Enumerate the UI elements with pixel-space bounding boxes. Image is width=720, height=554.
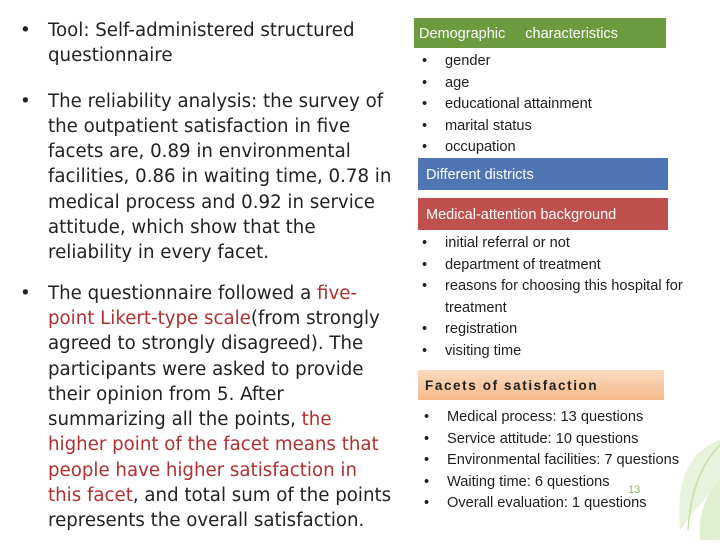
medical-list [422,233,702,363]
highlight-likert: five-point Likert-type scale [48,282,358,329]
list-item: • visiting time [422,342,522,359]
text-run: The questionnaire followed a [48,282,318,304]
list-item-text: visiting time [445,342,522,359]
text-run: (from strongly agreed to strongly disagreed). The participants were asked to provide their opinion from 5. After summarizing all the points, [48,307,380,431]
left-bullet-reliability [20,89,392,266]
text-run: , and total sum of the points represents the overall satisfaction. [48,485,392,532]
bullet-dot: • [20,90,31,112]
list-item: • age [422,74,470,91]
list-item-text: age [445,74,470,91]
list-item-text: educational attainment [445,96,592,113]
list-item: • Environmental facilities: 7 questions [424,452,679,469]
left-bullet-likert [20,281,392,534]
bullet-dot: • [20,20,31,41]
bullet-text: Tool: Self-administered structured questionnaire [48,20,355,67]
list-item: • reasons for choosing this hospital for treatment [422,278,683,316]
list-item-text: initial referral or not [445,235,570,251]
demographic-header [414,18,666,48]
bullet-dot: • [20,282,31,304]
list-item: • Medical process: 13 questions [424,409,644,425]
demographic-list [422,51,642,159]
list-item: • registration [422,321,518,338]
list-item: • Overall evaluation: 1 questions [424,495,647,512]
list-item-text: Medical process: 13 questions [447,409,644,425]
list-item-text: marital status [445,117,532,134]
list-item-text: Waiting time: 6 questions [447,473,610,490]
page-number: 13 [628,484,641,496]
left-bullet-tool [20,18,392,69]
list-item-text: occupation [445,139,516,156]
list-item: • department of treatment [422,256,601,273]
list-item-text: gender [445,53,491,69]
demographic-title-a: Demographic [419,26,506,42]
medical-header: Medical-attention background [418,198,668,230]
demographic-title-b: characteristics [525,26,618,42]
facets-header: Facets of satisfaction [418,370,664,400]
list-item-text: Environmental facilities: 7 questions [447,452,679,469]
list-item: • Service attitude: 10 questions [424,430,639,447]
list-item-text: registration [445,321,518,338]
left-column [20,18,392,554]
list-item: • occupation [422,139,516,156]
list-item-text: Overall evaluation: 1 questions [447,495,647,512]
list-item: • educational attainment [422,96,592,113]
districts-header: Different districts [418,158,668,190]
list-item: • marital status [422,117,532,134]
list-item-text: department of treatment [445,256,601,273]
list-item-text: Service attitude: 10 questions [447,430,639,447]
highlight-higher-point: the higher point of the facet means that people have higher satisfaction in this facet [48,409,379,507]
facets-list [424,407,720,515]
list-item: • initial referral or not [422,235,570,251]
list-item: • gender [422,53,491,69]
bullet-text [48,283,391,532]
list-item-text: reasons for choosing this hospital for treatment [445,278,683,316]
list-item: • Waiting time: 6 questions [424,473,610,490]
bullet-text: The reliability analysis: the survey of the outpatient satisfaction in five facets are, 0.89 in environmental facilities, 0.86 in waiting time, 0.78 in medical process and 0.92 in service attitude, which show that the reliability in every facet. [48,90,392,264]
